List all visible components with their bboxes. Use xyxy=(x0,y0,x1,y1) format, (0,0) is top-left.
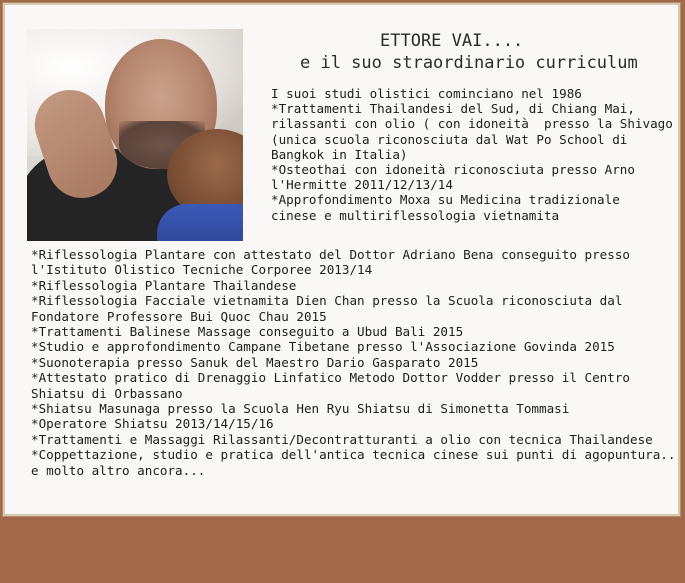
intro-line: cinese e multiriflessologia vietnamita xyxy=(271,207,560,223)
intro-line: l'Hermitte 2011/12/13/14 xyxy=(271,177,453,193)
curriculum-line: *Coppettazione, studio e pratica dell'antica tecnica cinese sui punti di agopuntura.. xyxy=(31,447,676,463)
curriculum-line: l'Istituto Olistico Tecniche Corporee 2013/14 xyxy=(31,262,373,278)
intro-line: *Approfondimento Moxa su Medicina tradizionale xyxy=(271,192,620,208)
intro-line: (unica scuola riconosciuta dal Wat Po School di xyxy=(271,131,628,147)
curriculum-line: *Studio e approfondimento Campane Tibetane presso l'Associazione Govinda 2015 xyxy=(31,339,615,355)
curriculum-list xyxy=(31,247,676,478)
curriculum-line: *Attestato pratico di Drenaggio Linfatico Metodo Dottor Vodder presso il Centro xyxy=(31,370,630,386)
intro-line: *Trattamenti Thailandesi del Sud, di Chiang Mai, xyxy=(271,101,635,117)
intro-line: rilassanti con olio ( con idoneità presso la Shivago xyxy=(271,116,673,132)
curriculum-line: e molto altro ancora... xyxy=(31,462,206,478)
intro-line: Bangkok in Italia) xyxy=(271,146,408,162)
intro-line: *Osteothai con idoneità riconosciuta presso Arno xyxy=(271,162,635,178)
photo-child-shirt xyxy=(157,204,243,241)
profile-photo xyxy=(27,29,243,241)
curriculum-line: *Trattamenti Balinese Massage conseguito a Ubud Bali 2015 xyxy=(31,324,464,340)
page-title: ETTORE VAI.... xyxy=(380,31,524,51)
curriculum-line: *Operatore Shiatsu 2013/14/15/16 xyxy=(31,416,274,432)
curriculum-line: Shiatsu di Orbassano xyxy=(31,385,183,401)
page-subtitle: e il suo straordinario curriculum xyxy=(300,53,638,73)
curriculum-line: *Suonoterapia presso Sanuk del Maestro Dario Gasparato 2015 xyxy=(31,354,479,370)
curriculum-line: *Trattamenti e Massaggi Rilassanti/Decontratturanti a olio con tecnica Thailandese xyxy=(31,431,653,447)
curriculum-line: Fondatore Professore Bui Quoc Chau 2015 xyxy=(31,308,327,324)
curriculum-line: *Shiatsu Masunaga presso la Scuola Hen Ryu Shiatsu di Simonetta Tommasi xyxy=(31,401,570,417)
curriculum-line: *Riflessologia Plantare Thailandese xyxy=(31,277,297,293)
intro-text xyxy=(271,86,671,223)
curriculum-line: *Riflessologia Plantare con attestato del Dottor Adriano Bena conseguito presso xyxy=(31,247,630,262)
curriculum-line: *Riflessologia Facciale vietnamita Dien Chan presso la Scuola riconosciuta dal xyxy=(31,293,623,309)
intro-line: I suoi studi olistici cominciano nel 1986 xyxy=(271,86,582,101)
